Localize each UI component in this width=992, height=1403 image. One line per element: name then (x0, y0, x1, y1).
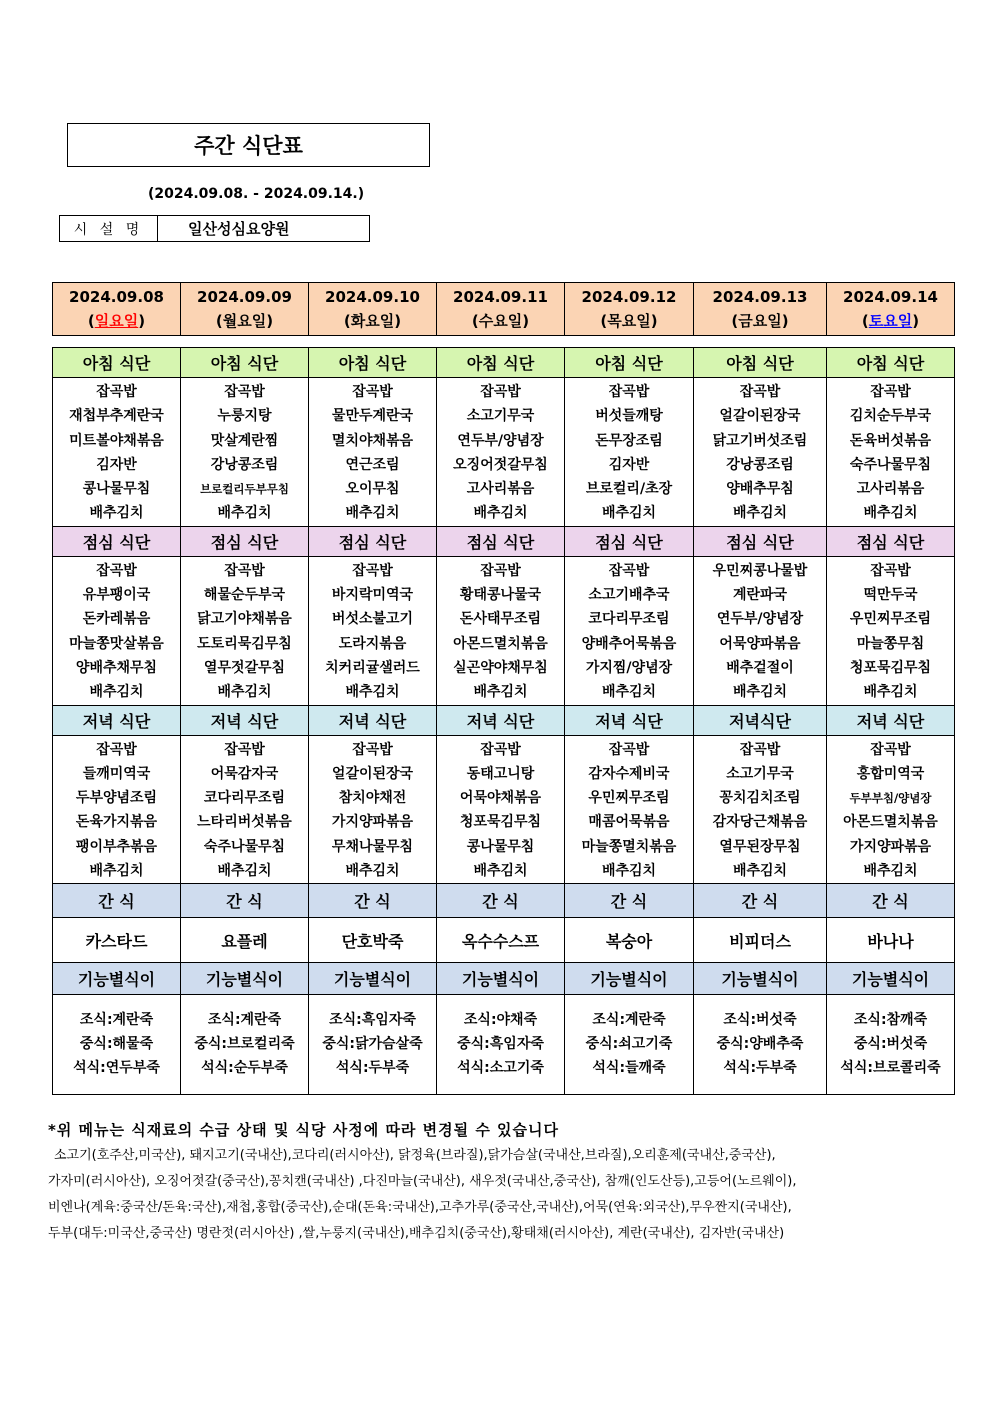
date-cell (309, 283, 437, 336)
lunch-header: 점심 식단 (437, 526, 565, 556)
facility-name: 일산성심요양원 (188, 220, 290, 238)
lunch-header: 점심 식단 (181, 526, 309, 556)
functional-diet-item: 조식:흑임자죽 (329, 1012, 416, 1029)
dinner-header: 저녁 식단 (565, 705, 694, 735)
menu-item: 브로컬리/초장 (585, 481, 673, 498)
menu-item: 잡곡밥 (608, 384, 650, 400)
menu-item: 잡곡밥 (480, 562, 521, 579)
functional-diet-cell (309, 995, 437, 1095)
menu-item: 브로컬리두부무침 (200, 482, 289, 497)
menu-item: 잡곡밥 (224, 562, 265, 579)
menu-item: 고사리볶음 (856, 481, 925, 498)
origin-notes (48, 1117, 968, 1247)
dinner-header: 저녁식단 (694, 705, 827, 735)
menu-item: 숙주나물무침 (203, 838, 286, 855)
functional-diet-item: 중식:흑임자죽 (457, 1036, 544, 1053)
date-text: 2024.09.10 (325, 288, 420, 306)
functional-items-row (53, 995, 955, 1095)
functional-header: 기능별식이 (309, 963, 437, 995)
menu-item: 두부부침/양념장 (849, 791, 932, 806)
snack-item: 단호박죽 (309, 918, 437, 963)
snack-item: 요플레 (181, 918, 309, 963)
weekday-label (53, 309, 180, 333)
breakfast-menu-cell (694, 378, 827, 527)
snack-item: 옥수수스프 (437, 918, 565, 963)
functional-diet-item: 석식:두부죽 (723, 1060, 797, 1077)
paren-close: ) (522, 312, 530, 330)
menu-period: (2024.09.08. - 2024.09.14.) (148, 186, 365, 202)
dinner-header: 저녁 식단 (437, 705, 565, 735)
date-text: 2024.09.13 (712, 288, 808, 306)
menu-item: 매콤어묵볶음 (588, 814, 670, 831)
menu-item: 소고기배추국 (588, 587, 670, 604)
menu-item: 우민찌무조림 (849, 611, 932, 628)
menu-item: 꽁치김치조림 (719, 790, 801, 807)
functional-diet-cell (827, 995, 955, 1095)
menu-item: 맛살계란찜 (210, 432, 279, 449)
breakfast-items-row (53, 378, 955, 527)
functional-header: 기능별식이 (437, 963, 565, 995)
lunch-menu-cell (437, 556, 565, 705)
menu-item: 배추김치 (89, 684, 144, 701)
menu-item: 배추김치 (732, 863, 788, 880)
paren-close: ) (781, 312, 789, 330)
weekday-text: 토요일 (868, 312, 913, 330)
breakfast-header: 아침 식단 (827, 348, 955, 378)
functional-diet-item: 석식:들깨죽 (592, 1060, 666, 1077)
menu-item: 얼갈이된장국 (719, 408, 801, 425)
menu-item: 유부팽이국 (82, 587, 151, 604)
functional-diet-cell (181, 995, 309, 1095)
menu-item: 잡곡밥 (352, 741, 393, 758)
dinner-header: 저녁 식단 (181, 705, 309, 735)
breakfast-menu-cell (181, 378, 309, 527)
menu-item: 콩나물무침 (82, 481, 151, 498)
menu-item: 마늘쫑무침 (856, 635, 925, 652)
functional-diet-item: 중식:브로컬리죽 (194, 1036, 295, 1053)
functional-header-row (53, 963, 955, 995)
date-cell (694, 283, 827, 336)
menu-item: 잡곡밥 (608, 562, 650, 579)
menu-item: 가지찜/양념장 (585, 659, 673, 676)
weekday-label (694, 309, 826, 333)
breakfast-menu-cell (827, 378, 955, 527)
paren-open: ( (215, 312, 223, 330)
menu-item: 누룽지탕 (217, 408, 272, 425)
menu-item: 잡곡밥 (739, 384, 781, 400)
weekday-label (181, 309, 308, 333)
weekday-label (827, 309, 954, 333)
menu-item: 소고기무국 (466, 408, 535, 425)
menu-item: 숙주나물무침 (849, 456, 932, 473)
paren-open: ( (861, 312, 869, 330)
menu-item: 감자당근채볶음 (712, 814, 808, 831)
snack-item: 비피더스 (694, 918, 827, 963)
paren-close: ) (650, 312, 658, 330)
menu-item: 김치순두부국 (849, 408, 932, 425)
menu-item: 가지양파볶음 (331, 814, 414, 831)
menu-item: 연두부/양념장 (457, 432, 544, 449)
snack-item: 카스타드 (53, 918, 181, 963)
dinner-header: 저녁 식단 (827, 705, 955, 735)
snack-header: 간 식 (565, 884, 694, 918)
menu-item: 배추김치 (601, 684, 657, 701)
menu-item: 홍합미역국 (856, 765, 925, 782)
functional-diet-cell (437, 995, 565, 1095)
functional-header: 기능별식이 (53, 963, 181, 995)
menu-item: 강낭콩조림 (726, 456, 794, 473)
breakfast-header: 아침 식단 (694, 348, 827, 378)
menu-item: 감자수제비국 (588, 765, 670, 782)
functional-diet-item: 중식:양배추죽 (716, 1036, 804, 1053)
breakfast-header: 아침 식단 (437, 348, 565, 378)
paren-open: ( (731, 312, 739, 330)
dinner-items-row (53, 735, 955, 884)
weekday-text: 금요일 (738, 312, 782, 330)
functional-header: 기능별식이 (565, 963, 694, 995)
menu-body (53, 348, 955, 1095)
menu-item: 잡곡밥 (480, 384, 521, 400)
origin-note-line: 두부(대두:미국산,중국산) 명란젓(러시아산) ,쌀,누룽지(국내산),배추김치(중국산),황태채(러시아산), 계란(국내산), 김자반(국내산) (48, 1226, 785, 1241)
menu-item: 떡만두국 (863, 587, 918, 604)
weekday-text: 월요일 (222, 312, 267, 330)
menu-item: 김자반 (608, 456, 650, 473)
dinner-menu-cell (694, 735, 827, 884)
paren-close: ) (266, 312, 274, 330)
breakfast-header: 아침 식단 (309, 348, 437, 378)
dinner-menu-cell (53, 735, 181, 884)
menu-item: 배추김치 (601, 863, 657, 880)
functional-diet-item: 중식:해물죽 (79, 1036, 154, 1053)
menu-item: 배추김치 (217, 684, 272, 701)
menu-item: 돈사태무조림 (459, 611, 542, 628)
menu-item: 배추김치 (863, 684, 918, 701)
menu-item: 닭고기버섯조림 (712, 432, 808, 449)
paren-open: ( (600, 312, 608, 330)
weekday-text: 일요일 (94, 312, 139, 330)
lunch-header: 점심 식단 (827, 526, 955, 556)
breakfast-menu-cell (565, 378, 694, 527)
breakfast-header: 아침 식단 (181, 348, 309, 378)
menu-item: 얼갈이된장국 (331, 765, 414, 782)
menu-item: 돈무장조림 (595, 432, 663, 449)
date-cell (437, 283, 565, 336)
menu-item: 동태고니탕 (466, 765, 535, 782)
functional-diet-item: 석식:두부죽 (335, 1060, 410, 1077)
date-text: 2024.09.09 (197, 288, 292, 306)
menu-item: 콩나물무침 (466, 838, 535, 855)
dinner-header-row (53, 705, 955, 735)
menu-item: 재첩부추계란국 (69, 408, 164, 425)
lunch-menu-cell (181, 556, 309, 705)
snack-item: 복숭아 (565, 918, 694, 963)
weekday-text: 목요일 (607, 312, 651, 330)
lunch-header-row (53, 526, 955, 556)
menu-item: 김자반 (96, 456, 137, 473)
lunch-menu-cell (53, 556, 181, 705)
date-text: 2024.09.08 (69, 288, 164, 306)
facility-box (59, 215, 370, 242)
menu-item: 들깨미역국 (82, 765, 151, 782)
snack-header-row (53, 884, 955, 918)
functional-diet-item: 조식:참깨죽 (853, 1012, 928, 1029)
weekday-label (437, 309, 564, 333)
menu-item: 양배추무침 (726, 481, 794, 498)
menu-item: 버섯소불고기 (331, 611, 414, 628)
functional-diet-item: 석식:소고기죽 (457, 1060, 544, 1077)
snack-item: 바나나 (827, 918, 955, 963)
menu-item: 잡곡밥 (608, 741, 650, 758)
date-cell (53, 283, 181, 336)
menu-item: 배추김치 (345, 863, 400, 880)
menu-item: 배추김치 (473, 505, 528, 522)
menu-item: 소고기무국 (726, 765, 794, 782)
lunch-menu-cell (694, 556, 827, 705)
menu-item: 돈육가지볶음 (75, 814, 158, 831)
weekly-menu-table (52, 347, 955, 1095)
menu-item: 돈카레볶음 (82, 611, 151, 628)
menu-item: 배추김치 (89, 863, 144, 880)
dinner-menu-cell (309, 735, 437, 884)
functional-header: 기능별식이 (827, 963, 955, 995)
menu-item: 강낭콩조림 (210, 456, 279, 473)
menu-item: 어묵감자국 (210, 765, 279, 782)
date-text: 2024.09.14 (843, 288, 938, 306)
lunch-header: 점심 식단 (694, 526, 827, 556)
menu-item: 배추김치 (601, 505, 657, 522)
weekday-text: 화요일 (350, 312, 395, 330)
menu-item: 도라지볶음 (338, 635, 407, 652)
lunch-menu-cell (565, 556, 694, 705)
lunch-header: 점심 식단 (53, 526, 181, 556)
menu-item: 무채나물무침 (331, 838, 414, 855)
weekday-label (565, 309, 693, 333)
menu-item: 배추김치 (217, 863, 272, 880)
menu-item: 잡곡밥 (480, 741, 521, 758)
menu-item: 청포묵김무침 (459, 814, 542, 831)
menu-item: 잡곡밥 (870, 384, 911, 400)
snack-header: 간 식 (694, 884, 827, 918)
breakfast-header-row (53, 348, 955, 378)
menu-item: 마늘쫑맛살볶음 (69, 635, 164, 652)
date-text: 2024.09.11 (453, 288, 548, 306)
menu-item: 배추김치 (89, 505, 144, 522)
menu-item: 배추김치 (473, 863, 528, 880)
menu-item: 코다리무조림 (588, 611, 670, 628)
dinner-menu-cell (565, 735, 694, 884)
menu-item: 도토리묵김무침 (197, 635, 292, 652)
functional-diet-item: 조식:버섯죽 (723, 1012, 797, 1029)
paren-open: ( (471, 312, 479, 330)
functional-diet-item: 조식:야채죽 (463, 1012, 538, 1029)
menu-item: 해물순두부국 (203, 587, 286, 604)
snack-header: 간 식 (827, 884, 955, 918)
notes-lines (48, 1143, 968, 1247)
menu-item: 배추김치 (345, 505, 400, 522)
menu-item: 참치야채전 (338, 790, 407, 807)
menu-item: 배추김치 (863, 505, 918, 522)
menu-item: 어묵야채볶음 (459, 790, 542, 807)
page-title: 주간 식단표 (67, 123, 430, 167)
menu-item: 계란파국 (732, 587, 788, 604)
menu-item: 팽이부추볶음 (75, 838, 158, 855)
menu-item: 황태콩나물국 (459, 587, 542, 604)
breakfast-menu-cell (309, 378, 437, 527)
menu-item: 고사리볶음 (466, 481, 535, 498)
lunch-menu-cell (309, 556, 437, 705)
lunch-items-row (53, 556, 955, 705)
snack-header: 간 식 (181, 884, 309, 918)
menu-item: 배추김치 (863, 863, 918, 880)
menu-item: 오이무침 (345, 481, 400, 498)
functional-diet-item: 중식:쇠고기죽 (585, 1036, 673, 1053)
menu-item: 마늘쫑멸치볶음 (581, 838, 677, 855)
lunch-menu-cell (827, 556, 955, 705)
functional-diet-item: 중식:버섯죽 (853, 1036, 928, 1053)
date-cell (181, 283, 309, 336)
menu-item: 가지양파볶음 (849, 838, 932, 855)
paren-open: ( (87, 312, 95, 330)
snack-header: 간 식 (53, 884, 181, 918)
menu-item: 실곤약야채무침 (453, 659, 548, 676)
menu-item: 미트볼야채볶음 (69, 432, 164, 449)
menu-item: 느타리버섯볶음 (197, 814, 292, 831)
menu-item: 잡곡밥 (96, 562, 137, 579)
dinner-menu-cell (437, 735, 565, 884)
menu-item: 잡곡밥 (224, 384, 265, 400)
facility-label: 시 설 명 (60, 216, 158, 241)
breakfast-header: 아침 식단 (53, 348, 181, 378)
notes-heading: *위 메뉴는 식재료의 수급 상태 및 식당 사정에 따라 변경될 수 있습니다 (48, 1121, 560, 1139)
paren-close: ) (138, 312, 146, 330)
menu-item: 양배추어묵볶음 (581, 635, 677, 652)
functional-diet-item: 조식:계란죽 (207, 1012, 282, 1029)
breakfast-menu-cell (53, 378, 181, 527)
menu-item: 코다리무조림 (203, 790, 286, 807)
dinner-menu-cell (827, 735, 955, 884)
origin-note-line: 비엔나(계육:중국산/돈육:국산),재첩,홍합(중국산),순대(돈육:국내산),고추가루(중국산,국내산),어묵(연육:외국산),무우짠지(국내산), (48, 1200, 792, 1215)
functional-diet-cell (53, 995, 181, 1095)
menu-item: 열무젓갈무침 (203, 659, 286, 676)
origin-note-line: 소고기(호주산,미국산), 돼지고기(국내산),코다리(러시아산), 닭정육(브라질),닭가슴살(국내산,브라질),오리훈제(국내산,중국산), (54, 1148, 776, 1163)
functional-header: 기능별식이 (181, 963, 309, 995)
menu-item: 돈육버섯볶음 (849, 432, 932, 449)
menu-item: 우민찌콩나물밥 (712, 562, 808, 579)
date-row (53, 283, 955, 336)
paren-close: ) (912, 312, 920, 330)
functional-diet-item: 조식:계란죽 (592, 1012, 666, 1029)
dinner-header: 저녁 식단 (53, 705, 181, 735)
menu-item: 배추김치 (473, 684, 528, 701)
menu-item: 청포묵김무침 (849, 659, 932, 676)
menu-item: 연두부/양념장 (716, 611, 804, 628)
menu-item: 양배추채무침 (75, 659, 158, 676)
functional-diet-item: 석식:순두부죽 (201, 1060, 288, 1077)
menu-item: 잡곡밥 (870, 562, 911, 579)
menu-item: 어묵양파볶음 (719, 635, 801, 652)
menu-item: 잡곡밥 (224, 741, 265, 758)
menu-item: 배추김치 (217, 505, 272, 522)
paren-close: ) (394, 312, 402, 330)
snack-header: 간 식 (437, 884, 565, 918)
menu-item: 멸치야채볶음 (331, 432, 414, 449)
date-header-table (52, 282, 955, 336)
breakfast-header: 아침 식단 (565, 348, 694, 378)
menu-item: 잡곡밥 (352, 562, 393, 579)
menu-item: 아몬드멸치볶음 (843, 814, 938, 831)
snack-header: 간 식 (309, 884, 437, 918)
menu-item: 아몬드멸치볶음 (453, 635, 548, 652)
lunch-header: 점심 식단 (565, 526, 694, 556)
menu-item: 버섯들깨탕 (595, 408, 663, 425)
menu-item: 잡곡밥 (96, 384, 137, 400)
functional-diet-cell (565, 995, 694, 1095)
functional-diet-item: 석식:브로콜리죽 (840, 1060, 941, 1077)
weekday-text: 수요일 (478, 312, 523, 330)
functional-diet-item: 중식:닭가슴살죽 (322, 1036, 423, 1053)
origin-note-line: 가자미(러시아산), 오징어젓갈(중국산),꽁치캔(국내산) ,다진마늘(국내산), 새우젓(국내산,중국산), 참깨(인도산등),고등어(노르웨이), (48, 1174, 797, 1189)
menu-item: 잡곡밥 (870, 741, 911, 758)
functional-header: 기능별식이 (694, 963, 827, 995)
functional-diet-item: 석식:연두부죽 (73, 1060, 160, 1077)
menu-item: 물만두계란국 (331, 408, 414, 425)
paren-open: ( (343, 312, 351, 330)
date-cell (565, 283, 694, 336)
menu-item: 닭고기야채볶음 (197, 611, 292, 628)
menu-item: 잡곡밥 (352, 384, 393, 400)
breakfast-menu-cell (437, 378, 565, 527)
menu-item: 잡곡밥 (96, 741, 137, 758)
weekday-label (309, 309, 436, 333)
date-cell (827, 283, 955, 336)
menu-item: 두부양념조림 (75, 790, 158, 807)
dinner-menu-cell (181, 735, 309, 884)
functional-diet-cell (694, 995, 827, 1095)
snack-items-row (53, 918, 955, 963)
menu-item: 오징어젓갈무침 (453, 456, 548, 473)
date-text: 2024.09.12 (581, 288, 677, 306)
menu-item: 치커리귤샐러드 (325, 659, 420, 676)
menu-item: 배추김치 (345, 684, 400, 701)
menu-item: 잡곡밥 (739, 741, 781, 758)
lunch-header: 점심 식단 (309, 526, 437, 556)
menu-item: 열무된장무침 (719, 838, 801, 855)
dinner-header: 저녁 식단 (309, 705, 437, 735)
menu-item: 배추김치 (732, 505, 788, 522)
menu-item: 배추김치 (732, 684, 788, 701)
menu-item: 바지락미역국 (331, 587, 414, 604)
menu-item: 연근조림 (345, 456, 400, 473)
functional-diet-item: 조식:계란죽 (79, 1012, 154, 1029)
menu-item: 배추겉절이 (726, 659, 794, 676)
menu-item: 우민찌무조림 (588, 790, 670, 807)
